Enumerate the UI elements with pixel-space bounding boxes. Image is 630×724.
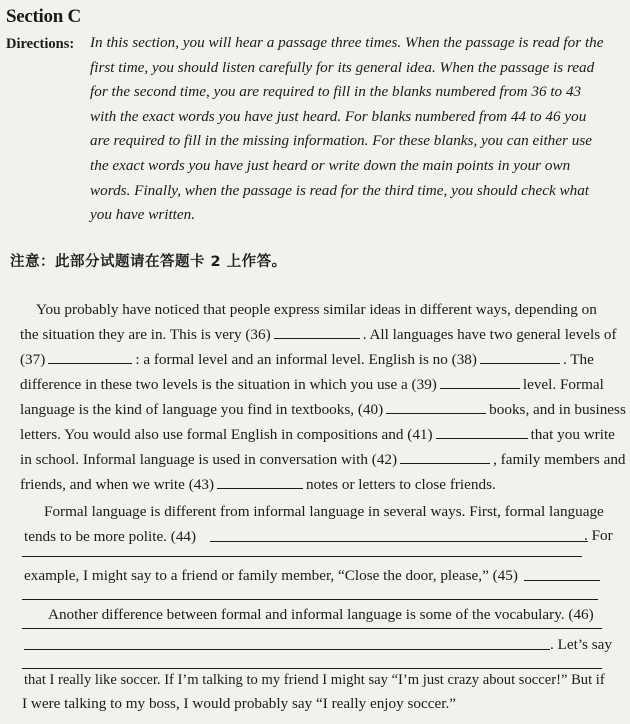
- passage-line: [20, 400, 626, 420]
- blank-39[interactable]: [440, 375, 520, 389]
- passage-text: language is the kind of language you find in textbooks, (40): [20, 401, 384, 418]
- passage-text: . For: [584, 527, 613, 544]
- passage-text: Another difference between formal and informal language is some of the vocabulary. (46): [48, 606, 594, 623]
- passage-line: [24, 670, 624, 690]
- passage-text: : a formal level and an informal level. English is no (38): [135, 351, 477, 368]
- directions-line: are required to fill in the missing information. For these blanks, you can either use: [90, 132, 592, 150]
- directions-line: first time, you should listen carefully for its general idea. When the passage is read: [90, 58, 595, 76]
- directions-line: you have written.: [90, 206, 196, 224]
- blank-42[interactable]: [400, 450, 490, 464]
- blank-45-line[interactable]: [22, 599, 598, 600]
- passage-line: [36, 300, 616, 320]
- directions-line: In this section, you will hear a passage three times. When the passage is read for the: [90, 34, 604, 51]
- directions-line: with the exact words you have just heard. For blanks numbered from 44 to 46 you: [90, 107, 587, 125]
- passage-text: Formal language is different from informal language in several ways. First, formal language: [44, 503, 604, 520]
- blank-40[interactable]: [386, 400, 486, 414]
- blank-44-line[interactable]: [22, 556, 582, 557]
- passage-text: letters. You would also use formal English in compositions and (41): [20, 426, 433, 443]
- passage-text: friends, and when we write (43): [20, 476, 214, 493]
- directions-text: [90, 31, 620, 228]
- passage-line: [24, 566, 620, 586]
- passage-text: (37): [20, 351, 46, 368]
- passage-text: difference in these two levels is the situation in which you use a (39): [20, 376, 437, 393]
- passage-text: . The: [562, 351, 594, 368]
- blank-36[interactable]: [274, 325, 360, 339]
- passage-text: I were talking to my boss, I would probably say “I really enjoy soccer.”: [22, 695, 456, 712]
- passage-line: [550, 635, 620, 655]
- passage-text: notes or letters to close friends.: [306, 476, 496, 493]
- passage-line: [584, 526, 624, 546]
- passage-text: . All languages have two general levels of: [362, 326, 617, 343]
- blank-43[interactable]: [217, 475, 303, 489]
- passage-line: [20, 350, 616, 370]
- passage-text: tends to be more polite. (44): [24, 528, 197, 545]
- blank-38[interactable]: [480, 350, 560, 364]
- passage-line: [20, 425, 616, 445]
- passage-line: [20, 450, 626, 470]
- blank-46-line[interactable]: [22, 668, 602, 669]
- passage-text: example, I might say to a friend or family member, “Close the door, please,” (45): [24, 567, 518, 584]
- section-title: Section C: [6, 6, 81, 27]
- blank-41[interactable]: [436, 425, 528, 439]
- passage-text: the situation they are in. This is very (36): [20, 326, 271, 343]
- passage-text: , family members and: [493, 451, 626, 468]
- passage-line: [24, 527, 620, 547]
- directions-label: Directions:: [6, 36, 75, 52]
- blank-44-line[interactable]: [210, 541, 588, 542]
- passage-line: [20, 325, 616, 345]
- directions-line: words. Finally, when the passage is read for the third time, you should check what: [90, 181, 590, 199]
- passage-text: books, and in business: [489, 401, 626, 418]
- passage-text: level. Formal: [522, 376, 604, 393]
- blank-37[interactable]: [48, 350, 132, 364]
- passage-text: that you write: [530, 426, 615, 443]
- passage-line: [22, 694, 618, 714]
- passage-text: in school. Informal language is used in conversation with (42): [20, 451, 398, 468]
- passage-line: [20, 475, 616, 495]
- directions-line: the exact words you have just heard or write down the main points in your own: [90, 156, 571, 174]
- passage-text: . Let’s say: [550, 636, 613, 653]
- passage-line: [20, 375, 616, 395]
- blank-46-line[interactable]: [22, 628, 602, 629]
- blank-46-line[interactable]: [24, 649, 550, 650]
- passage-text: You probably have noticed that people express similar ideas in different ways, depending on: [36, 301, 597, 318]
- passage-line: [48, 605, 618, 625]
- passage-text: that I really like soccer. If I’m talking to my friend I might say “I’m just crazy about soccer!” But if: [24, 672, 605, 688]
- passage-line: [44, 502, 616, 522]
- answer-sheet-note: 注意：此部分试题请在答题卡 2 上作答。: [10, 254, 287, 270]
- blank-45-line[interactable]: [524, 580, 600, 581]
- directions-line: for the second time, you are required to fill in the blanks numbered from 36 to 43: [90, 83, 582, 101]
